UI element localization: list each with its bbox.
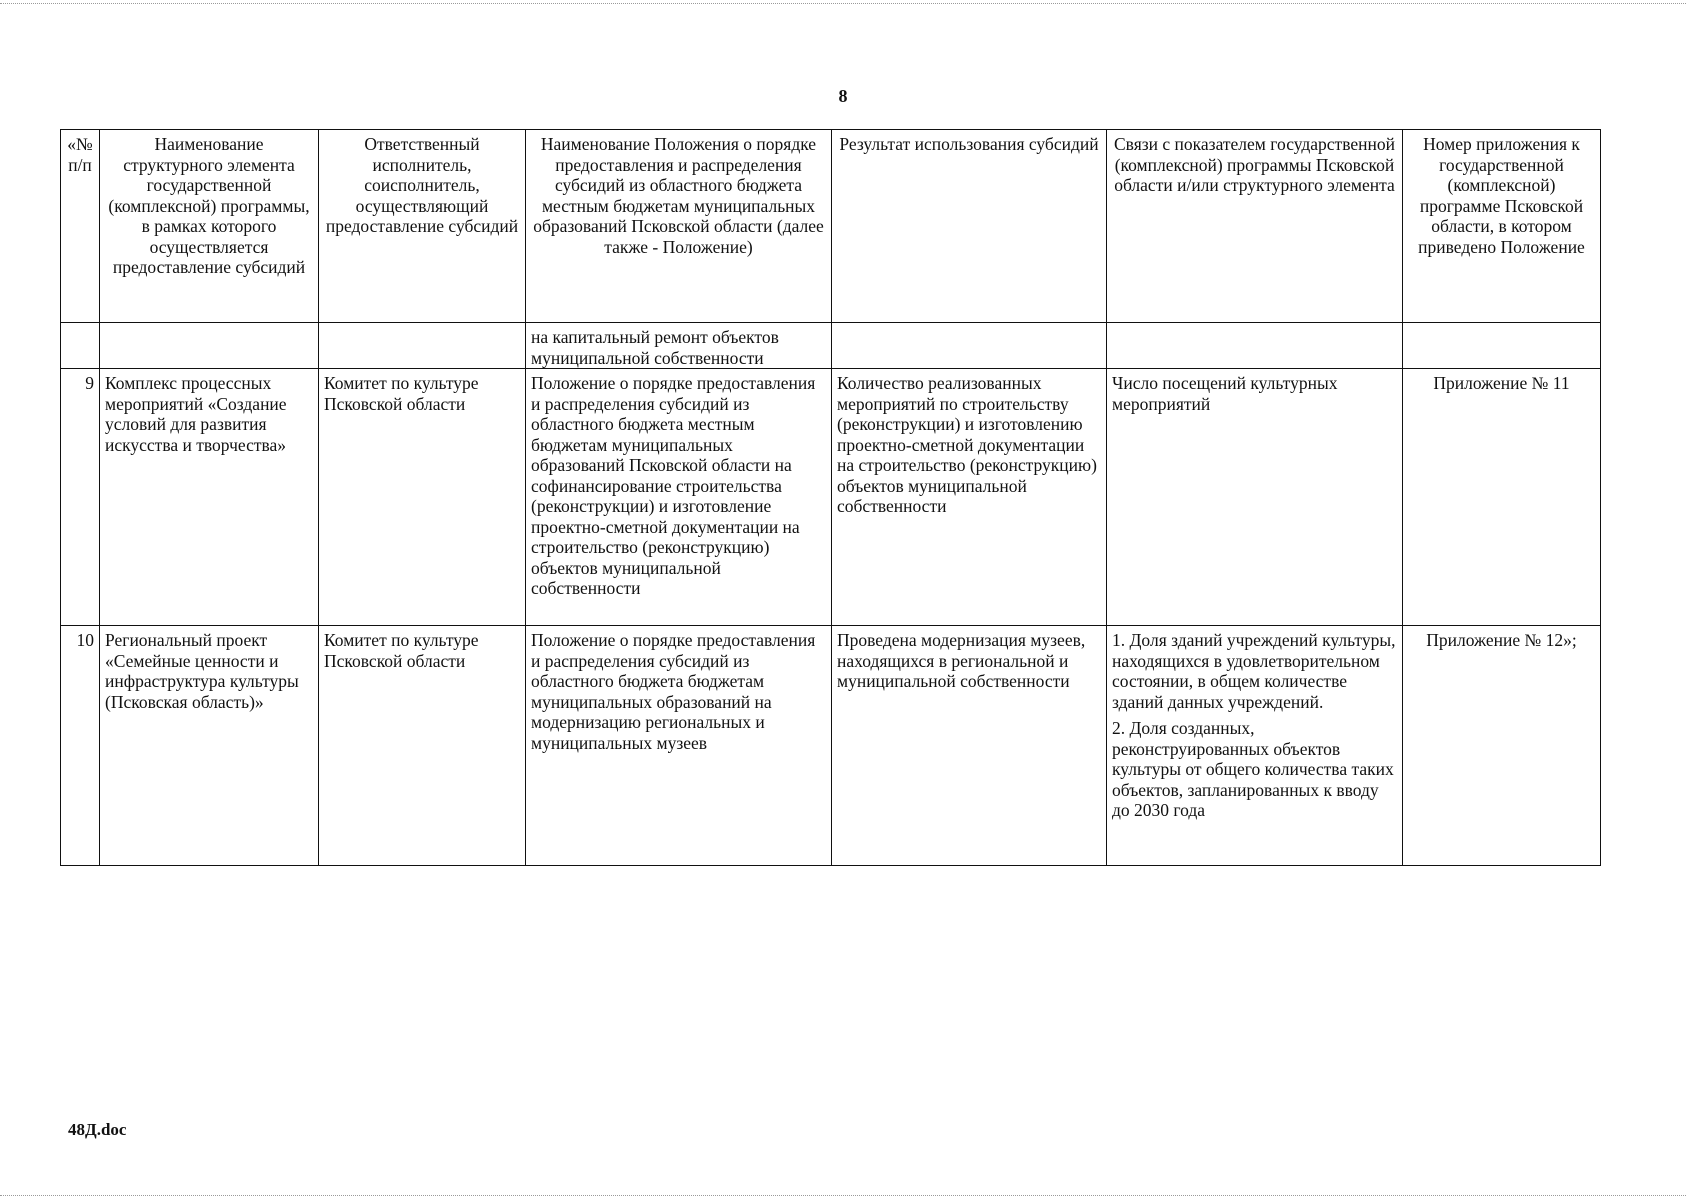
cell-empty — [61, 323, 100, 369]
cell-num: 9 — [61, 369, 100, 626]
cell-appendix: Приложение № 12»; — [1403, 626, 1601, 866]
cell-result: Проведена модернизация музеев, находящихся в региональной и муниципальной собственности — [832, 626, 1107, 866]
header-result: Результат использования субсидий — [832, 130, 1107, 323]
cell-regulation: на капитальный ремонт объектов муниципальной собственности — [526, 323, 832, 369]
scan-edge-bottom — [0, 1195, 1686, 1196]
cell-empty — [100, 323, 319, 369]
table-row-continuation — [61, 323, 1601, 369]
page-number: 8 — [838, 86, 848, 106]
cell-executor: Комитет по культуре Псковской области — [319, 626, 526, 866]
cell-regulation: Положение о порядке предоставления и распределения субсидий из областного бюджета местным бюджетам муниципальных образований Псковской области на софинансирование строительства (реконструкции) и изготовление проектно-сметной документации на строительство (реконструкцию) объектов муниципальной собственности — [526, 369, 832, 626]
cell-element: Комплекс процессных мероприятий «Создание условий для развития искусства и творчества» — [100, 369, 319, 626]
cell-regulation: Положение о порядке предоставления и распределения субсидий из областного бюджета бюджетам муниципальных образований на модернизацию региональных и муниципальных музеев — [526, 626, 832, 866]
cell-result: Количество реализованных мероприятий по строительству (реконструкции) и изготовлению проектно-сметной документации на строительство (реконструкцию) объектов муниципальной собственности — [832, 369, 1107, 626]
footer-file-name: 48Д.doc — [68, 1120, 127, 1139]
cell-indicators — [1107, 626, 1403, 866]
scan-edge-top — [0, 3, 1686, 4]
indicator-item: 1. Доля зданий учреждений культуры, находящихся в удовлетворительном состоянии, в общем количестве зданий данных учреждений. — [1112, 630, 1396, 712]
cell-empty — [319, 323, 526, 369]
cell-indicators — [1107, 369, 1403, 626]
cell-appendix: Приложение № 11 — [1403, 369, 1601, 626]
cell-executor: Комитет по культуре Псковской области — [319, 369, 526, 626]
header-executor: Ответственный исполнитель, соисполнитель, осуществляющий предоставление субсидий — [319, 130, 526, 323]
cell-empty — [1107, 323, 1403, 369]
table-header-row — [61, 130, 1601, 323]
header-element: Наименование структурного элемента государственной (комплексной) программы, в рамках которого осуществляется предоставление субсидий — [100, 130, 319, 323]
header-indicators: Связи с показателем государственной (комплексной) программы Псковской области и/или структурного элемента — [1107, 130, 1403, 323]
cell-empty — [1403, 323, 1601, 369]
indicator-item: Число посещений культурных мероприятий — [1112, 373, 1338, 414]
header-appendix: Номер приложения к государственной (комплексной) программе Псковской области, в котором приведено Положение — [1403, 130, 1601, 323]
indicator-item: 2. Доля созданных, реконструированных объектов культуры от общего количества таких объектов, запланированных к вводу до 2030 года — [1112, 718, 1394, 820]
header-regulation: Наименование Положения о порядке предоставления и распределения субсидий из областного бюджета местным бюджетам муниципальных образований Псковской области (далее также - Положение) — [526, 130, 832, 323]
table-row — [61, 626, 1601, 866]
header-num: «№ п/п — [61, 130, 100, 323]
cell-element: Региональный проект «Семейные ценности и инфраструктура культуры (Псковская область)» — [100, 626, 319, 866]
table-row — [61, 369, 1601, 626]
subsidies-table — [60, 129, 1601, 866]
cell-empty — [832, 323, 1107, 369]
cell-num: 10 — [61, 626, 100, 866]
